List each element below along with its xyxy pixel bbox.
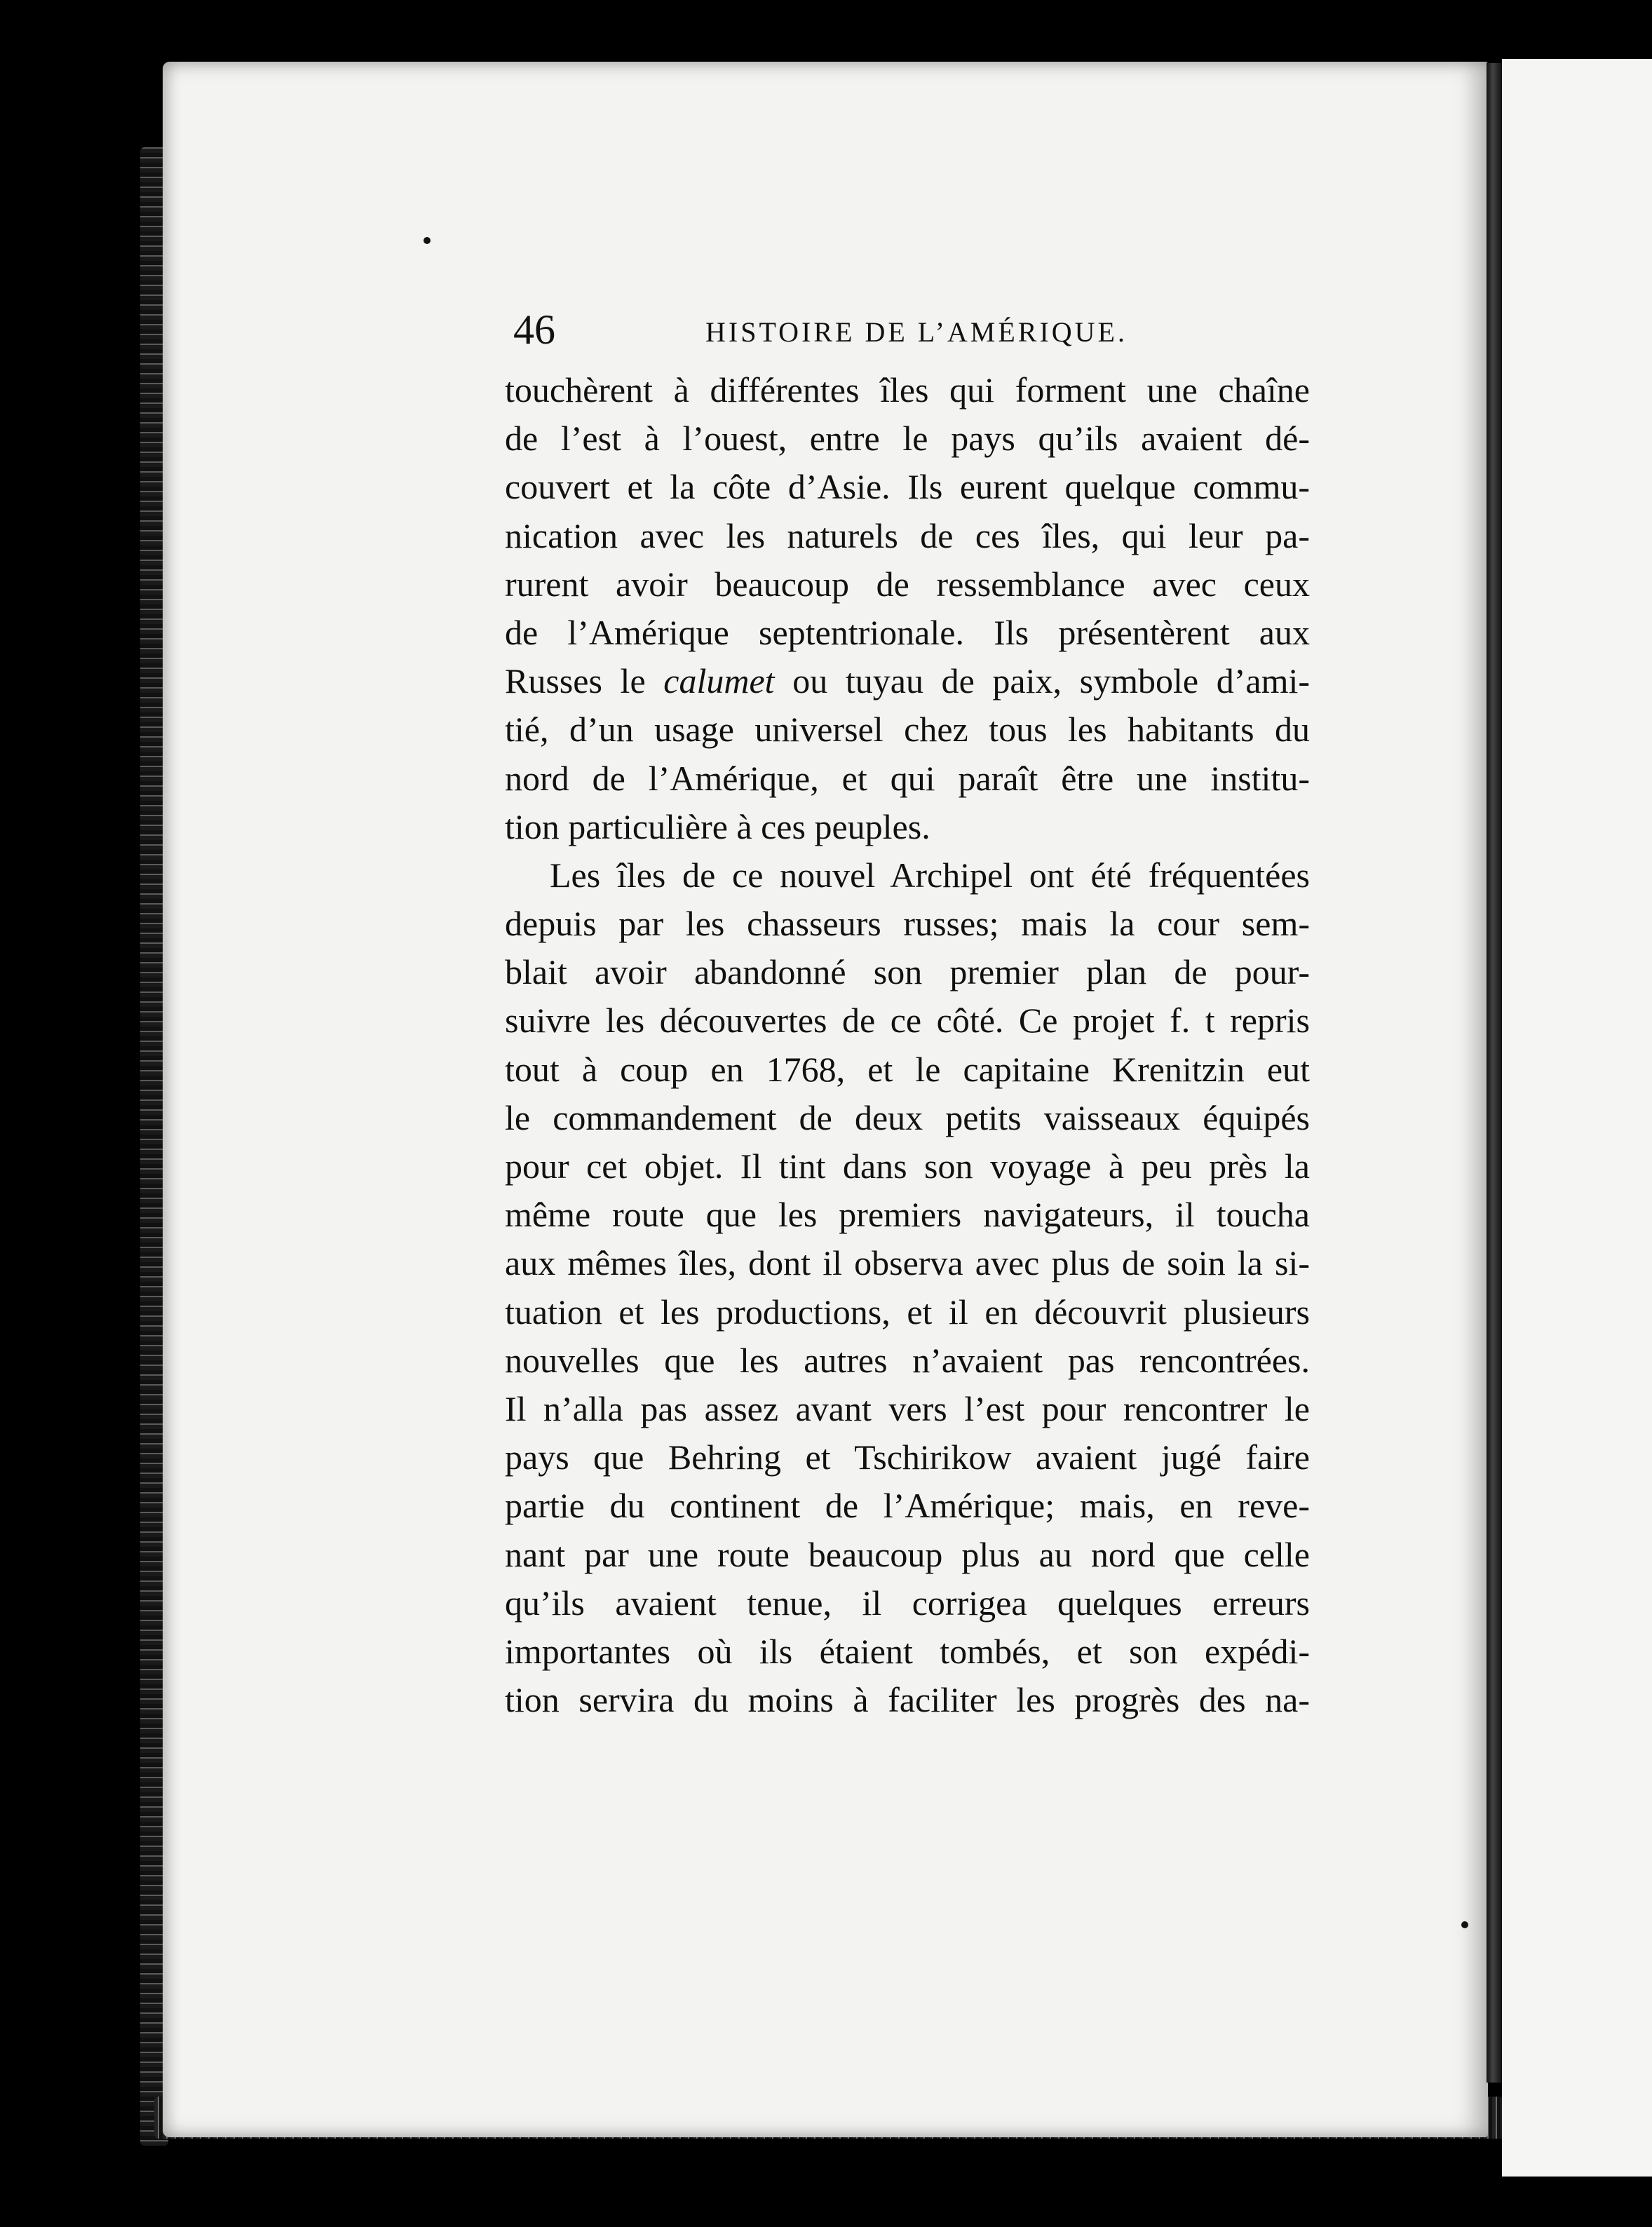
text-line: partie du continent de l’Amérique; mais, en reve- <box>505 1486 1310 1526</box>
text-line: touchèrent à différentes îles qui forment une chaîne <box>505 370 1310 409</box>
text-line: nouvelles que les autres n’avaient pas rencontrées. <box>505 1340 1310 1380</box>
ink-speck <box>424 237 431 244</box>
text-line: tié, d’un usage universel chez tous les habitants du <box>505 710 1310 750</box>
book-gutter <box>1487 63 1502 2083</box>
running-title: HISTOIRE DE L’AMÉRIQUE. <box>705 316 1128 348</box>
page-header <box>513 306 1321 355</box>
text-line: Russes le calumet ou tuyau de paix, symbole d’ami- <box>505 661 1311 701</box>
text-line: pour cet objet. Il tint dans son voyage à peu près la <box>505 1146 1310 1186</box>
italic-term: calumet <box>663 661 775 701</box>
page-number: 46 <box>513 306 555 353</box>
text-line: même route que les premiers navigateurs, il toucha <box>505 1195 1310 1235</box>
text-line: tuation et les productions, et il en découvrit plusieurs <box>505 1292 1310 1332</box>
text-line: nord de l’Amérique, et qui paraît être une institu- <box>505 758 1310 798</box>
text-line: nication avec les naturels de ces îles, qui leur pa- <box>505 515 1310 555</box>
text-line: de l’Amérique septentrionale. Ils présentèrent aux <box>505 612 1310 652</box>
facing-page <box>1502 59 1652 2177</box>
text-line: Les îles de ce nouvel Archipel ont été fréquentées <box>550 855 1310 895</box>
text-line: suivre les découvertes de ce côté. Ce projet f. t repris <box>505 1001 1310 1041</box>
text-line: depuis par les chasseurs russes; mais la cour sem- <box>505 904 1310 944</box>
text-line: aux mêmes îles, dont il observa avec plus de soin la si- <box>505 1243 1310 1283</box>
body-text <box>505 366 1310 1724</box>
ink-speck <box>1461 1921 1468 1928</box>
text-line: le commandement de deux petits vaisseaux équipés <box>505 1097 1310 1137</box>
text-line: blait avoir abandonné son premier plan de pour- <box>505 952 1310 992</box>
text-line: nant par une route beaucoup plus au nord que celle <box>505 1534 1310 1574</box>
text-line: importantes où ils étaient tombés, et son expédi- <box>505 1631 1310 1671</box>
text-line: Il n’alla pas assez avant vers l’est pour rencontrer le <box>505 1388 1310 1428</box>
text-line: couvert et la côte d’Asie. Ils eurent quelque commu- <box>505 467 1310 507</box>
text-line: tion particulière à ces peuples. <box>505 806 930 846</box>
text-line: pays que Behring et Tschirikow avaient jugé faire <box>505 1437 1310 1477</box>
text-line: rurent avoir beaucoup de ressemblance avec ceux <box>505 564 1310 604</box>
text-line: tout à coup en 1768, et le capitaine Krenitzin eut <box>505 1049 1310 1089</box>
text-line: qu’ils avaient tenue, il corrigea quelques erreurs <box>505 1583 1310 1623</box>
text-line: de l’est à l’ouest, entre le pays qu’ils avaient dé- <box>505 419 1310 459</box>
text-line: tion servira du moins à faciliter les progrès des na- <box>505 1680 1310 1720</box>
